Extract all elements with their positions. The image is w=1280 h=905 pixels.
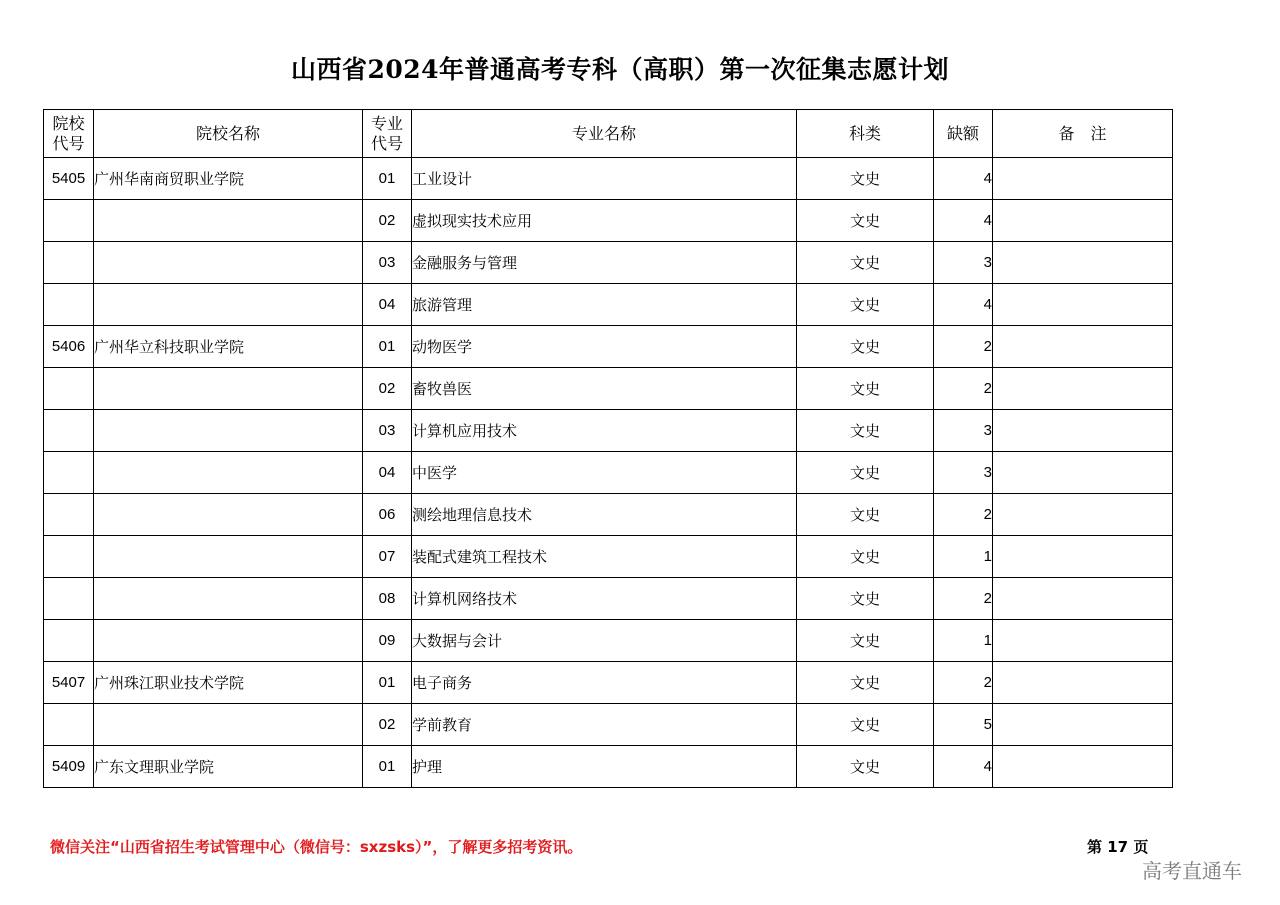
major-code-cell: 02 xyxy=(363,200,412,242)
header-school-name: 院校名称 xyxy=(94,110,363,158)
school-code-cell xyxy=(44,242,94,284)
header-row xyxy=(44,110,1173,158)
table-row xyxy=(44,410,1173,452)
remarks-cell xyxy=(993,536,1173,578)
major-name-cell: 旅游管理 xyxy=(412,284,797,326)
school-name-cell: 广州华南商贸职业学院 xyxy=(94,158,363,200)
remarks-cell xyxy=(993,494,1173,536)
school-code-cell xyxy=(44,368,94,410)
school-code-cell: 5406 xyxy=(44,326,94,368)
table-row xyxy=(44,200,1173,242)
remarks-cell xyxy=(993,284,1173,326)
header-major-code-line1: 专业 xyxy=(370,113,403,133)
wechat-notice: 微信关注“山西省招生考试管理中心（微信号：sxzsks）”，了解更多招考资讯。 xyxy=(50,838,583,856)
major-name-cell: 装配式建筑工程技术 xyxy=(412,536,797,578)
remarks-cell xyxy=(993,452,1173,494)
major-code-cell: 09 xyxy=(363,620,412,662)
category-cell: 文史 xyxy=(797,452,934,494)
table-row xyxy=(44,284,1173,326)
category-cell: 文史 xyxy=(797,326,934,368)
school-name-cell xyxy=(94,620,363,662)
school-code-cell xyxy=(44,494,94,536)
major-name-cell: 电子商务 xyxy=(412,662,797,704)
vacancy-cell: 3 xyxy=(934,410,993,452)
table-row xyxy=(44,242,1173,284)
major-name-cell: 虚拟现实技术应用 xyxy=(412,200,797,242)
school-name-cell xyxy=(94,452,363,494)
table-body xyxy=(44,158,1173,788)
remarks-cell xyxy=(993,578,1173,620)
major-name-cell: 学前教育 xyxy=(412,704,797,746)
page-title: 山西省2024年普通高考专科（高职）第一次征集志愿计划 xyxy=(290,55,950,84)
school-name-cell xyxy=(94,536,363,578)
major-name-cell: 护理 xyxy=(412,746,797,788)
table-row xyxy=(44,746,1173,788)
category-cell: 文史 xyxy=(797,158,934,200)
header-major-code-line2: 代号 xyxy=(370,133,403,153)
vacancy-cell: 2 xyxy=(934,368,993,410)
school-name-cell xyxy=(94,410,363,452)
table-row xyxy=(44,620,1173,662)
major-name-cell: 测绘地理信息技术 xyxy=(412,494,797,536)
category-cell: 文史 xyxy=(797,620,934,662)
vacancy-cell: 4 xyxy=(934,200,993,242)
school-code-cell xyxy=(44,200,94,242)
table-row xyxy=(44,536,1173,578)
vacancy-cell: 1 xyxy=(934,620,993,662)
major-code-cell: 04 xyxy=(363,284,412,326)
remarks-cell xyxy=(993,158,1173,200)
major-name-cell: 计算机网络技术 xyxy=(412,578,797,620)
vacancy-cell: 3 xyxy=(934,452,993,494)
school-code-cell xyxy=(44,704,94,746)
major-code-cell: 01 xyxy=(363,158,412,200)
major-name-cell: 计算机应用技术 xyxy=(412,410,797,452)
school-code-cell xyxy=(44,620,94,662)
major-code-cell: 02 xyxy=(363,368,412,410)
category-cell: 文史 xyxy=(797,242,934,284)
remarks-cell xyxy=(993,746,1173,788)
header-major-name: 专业名称 xyxy=(412,110,797,158)
major-name-cell: 中医学 xyxy=(412,452,797,494)
header-school-code-line1: 院校 xyxy=(52,113,85,133)
major-name-cell: 畜牧兽医 xyxy=(412,368,797,410)
table-header xyxy=(44,110,1173,158)
major-name-cell: 大数据与会计 xyxy=(412,620,797,662)
page-number: 第 17 页 xyxy=(1087,838,1149,856)
school-code-cell xyxy=(44,410,94,452)
major-code-cell: 02 xyxy=(363,704,412,746)
school-name-cell xyxy=(94,494,363,536)
category-cell: 文史 xyxy=(797,410,934,452)
school-name-cell: 广州珠江职业技术学院 xyxy=(94,662,363,704)
school-name-cell xyxy=(94,704,363,746)
major-code-cell: 07 xyxy=(363,536,412,578)
table-row xyxy=(44,368,1173,410)
category-cell: 文史 xyxy=(797,284,934,326)
remarks-cell xyxy=(993,242,1173,284)
category-cell: 文史 xyxy=(797,578,934,620)
vacancy-cell: 1 xyxy=(934,536,993,578)
category-cell: 文史 xyxy=(797,704,934,746)
header-remarks: 备 注 xyxy=(993,110,1173,158)
remarks-cell xyxy=(993,368,1173,410)
school-name-cell: 广州华立科技职业学院 xyxy=(94,326,363,368)
table-row xyxy=(44,326,1173,368)
remarks-cell xyxy=(993,704,1173,746)
remarks-cell xyxy=(993,326,1173,368)
enrollment-plan-table xyxy=(43,109,1173,788)
vacancy-cell: 2 xyxy=(934,662,993,704)
table-row xyxy=(44,704,1173,746)
major-name-cell: 金融服务与管理 xyxy=(412,242,797,284)
watermark: 高考直通车 xyxy=(1142,859,1242,883)
school-code-cell xyxy=(44,536,94,578)
table-row xyxy=(44,494,1173,536)
table-row xyxy=(44,662,1173,704)
school-name-cell xyxy=(94,242,363,284)
vacancy-cell: 4 xyxy=(934,158,993,200)
school-code-cell xyxy=(44,284,94,326)
vacancy-cell: 5 xyxy=(934,704,993,746)
header-vacancy: 缺额 xyxy=(934,110,993,158)
school-code-cell: 5405 xyxy=(44,158,94,200)
vacancy-cell: 3 xyxy=(934,242,993,284)
header-major-code xyxy=(363,110,412,158)
remarks-cell xyxy=(993,620,1173,662)
major-code-cell: 03 xyxy=(363,242,412,284)
category-cell: 文史 xyxy=(797,200,934,242)
school-name-cell: 广东文理职业学院 xyxy=(94,746,363,788)
table-row xyxy=(44,452,1173,494)
major-code-cell: 04 xyxy=(363,452,412,494)
vacancy-cell: 4 xyxy=(934,284,993,326)
school-name-cell xyxy=(94,200,363,242)
major-code-cell: 01 xyxy=(363,746,412,788)
major-code-cell: 01 xyxy=(363,662,412,704)
vacancy-cell: 4 xyxy=(934,746,993,788)
remarks-cell xyxy=(993,410,1173,452)
category-cell: 文史 xyxy=(797,662,934,704)
major-code-cell: 08 xyxy=(363,578,412,620)
school-code-cell: 5407 xyxy=(44,662,94,704)
major-name-cell: 动物医学 xyxy=(412,326,797,368)
header-school-code xyxy=(44,110,94,158)
school-code-cell: 5409 xyxy=(44,746,94,788)
category-cell: 文史 xyxy=(797,536,934,578)
category-cell: 文史 xyxy=(797,746,934,788)
major-code-cell: 03 xyxy=(363,410,412,452)
school-code-cell xyxy=(44,452,94,494)
vacancy-cell: 2 xyxy=(934,494,993,536)
school-name-cell xyxy=(94,368,363,410)
major-name-cell: 工业设计 xyxy=(412,158,797,200)
major-code-cell: 01 xyxy=(363,326,412,368)
category-cell: 文史 xyxy=(797,494,934,536)
vacancy-cell: 2 xyxy=(934,326,993,368)
major-code-cell: 06 xyxy=(363,494,412,536)
table-row xyxy=(44,158,1173,200)
remarks-cell xyxy=(993,662,1173,704)
school-code-cell xyxy=(44,578,94,620)
school-name-cell xyxy=(94,578,363,620)
table-row xyxy=(44,578,1173,620)
remarks-cell xyxy=(993,200,1173,242)
vacancy-cell: 2 xyxy=(934,578,993,620)
header-category: 科类 xyxy=(797,110,934,158)
school-name-cell xyxy=(94,284,363,326)
header-school-code-line2: 代号 xyxy=(52,133,85,153)
category-cell: 文史 xyxy=(797,368,934,410)
